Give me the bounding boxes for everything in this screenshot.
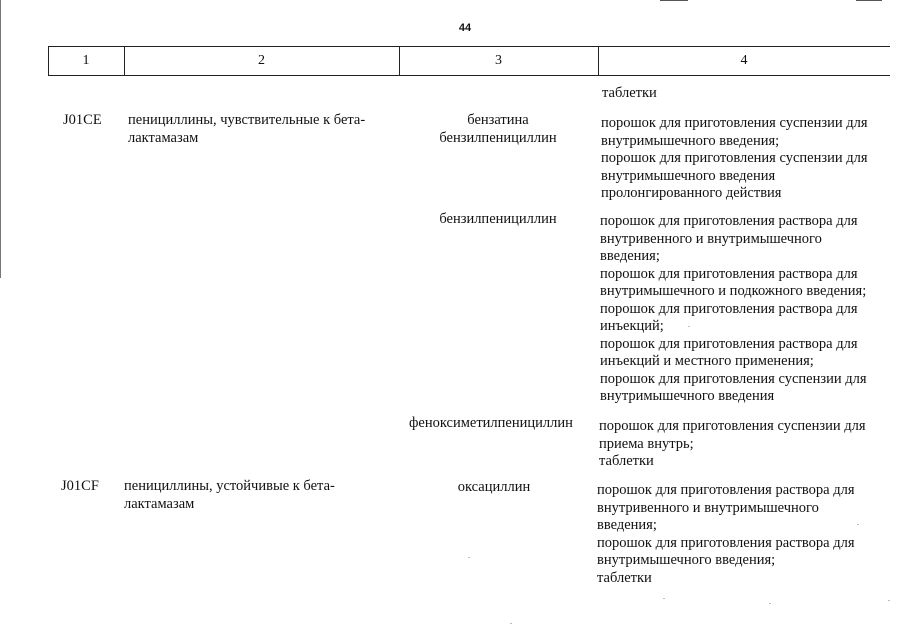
dosage-form-line: порошок для приготовления раствора для	[600, 300, 858, 317]
group-line: пенициллины, устойчивые к бета-	[124, 478, 335, 494]
dosage-form-line: таблетки	[597, 569, 652, 586]
header-col-1: 1	[82, 53, 90, 68]
dosage-form-line: внутримышечного введения;	[597, 552, 776, 568]
dosage-form-line: внутривенного и внутримышечного	[600, 230, 822, 247]
scan-top-mark	[660, 0, 688, 1]
atc-code-cell: J01CE	[63, 112, 102, 128]
header-col-3: 3	[495, 53, 502, 68]
scan-speck	[857, 524, 859, 525]
dosage-form-line: порошок для приготовления раствора для	[600, 335, 858, 352]
dosage-forms-cell	[602, 85, 657, 103]
group-line: пенициллины, чувствительные к бета-	[128, 112, 366, 128]
dosage-form-line: инъекций;	[600, 318, 664, 334]
dosage-forms-cell	[599, 418, 866, 471]
scan-edge-mark	[0, 0, 1, 278]
dosage-form-line: порошок для приготовления суспензии для	[601, 115, 868, 131]
substance-cell	[418, 112, 578, 147]
group-line: лактамазам	[128, 129, 199, 146]
dosage-form-line: внутривенного и внутримышечного	[597, 499, 819, 516]
scan-speck	[888, 600, 890, 601]
dosage-form-line: таблетки	[599, 453, 654, 469]
header-bottom-rule	[48, 75, 890, 76]
scan-speck	[769, 603, 771, 604]
substance-line: бензатина	[467, 112, 529, 128]
substance-line: бензилпенициллин	[439, 211, 557, 227]
dosage-form-line: внутримышечного введения;	[601, 132, 780, 149]
dosage-forms-cell	[601, 115, 868, 203]
dosage-form-line: порошок для приготовления раствора для	[597, 534, 855, 551]
atc-group-cell	[124, 478, 335, 513]
dosage-form-line: введения;	[597, 517, 657, 533]
group-line: лактамазам	[124, 495, 195, 512]
scan-top-mark	[856, 0, 882, 1]
dosage-form-line: инъекций и местного применения;	[600, 353, 814, 369]
header-col-2: 2	[258, 53, 265, 68]
page-number: 44	[458, 22, 472, 34]
dosage-forms-cell	[600, 213, 867, 406]
header-col-4: 4	[740, 53, 748, 68]
scan-speck	[510, 623, 512, 624]
substance-cell	[414, 479, 574, 497]
substance-cell	[418, 211, 578, 229]
dosage-form-line: внутримышечного и подкожного введения;	[600, 283, 867, 299]
dosage-form-line: введения;	[600, 248, 660, 264]
scan-speck	[688, 326, 690, 327]
atc-code-cell: J01CF	[61, 478, 99, 494]
dosage-form-line: внутримышечного введения	[600, 388, 775, 404]
substance-line: бензилпенициллин	[439, 129, 557, 146]
substance-line: феноксиметилпенициллин	[409, 415, 573, 431]
dosage-form-line: порошок для приготовления суспензии для	[601, 150, 868, 166]
dosage-form-line: порошок для приготовления раствора для	[600, 213, 858, 229]
dosage-form-line: порошок для приготовления раствора для	[600, 265, 858, 282]
header-top-rule	[48, 46, 890, 47]
scan-speck	[468, 557, 470, 558]
dosage-form-line: порошок для приготовления суспензии для	[600, 370, 867, 387]
substance-cell	[409, 415, 573, 433]
dosage-form-line: порошок для приготовления раствора для	[597, 482, 855, 498]
dosage-form-line: порошок для приготовления суспензии для	[599, 418, 866, 434]
dosage-forms-cell	[597, 482, 855, 587]
substance-line: оксациллин	[457, 479, 531, 495]
dosage-form-line: приема внутрь;	[599, 435, 694, 452]
atc-group-cell	[128, 112, 365, 147]
scan-speck	[663, 598, 665, 599]
dosage-form-line: таблетки	[602, 85, 657, 101]
dosage-form-line: внутримышечного введения	[601, 167, 776, 184]
dosage-form-line: пролонгированного действия	[601, 185, 782, 201]
